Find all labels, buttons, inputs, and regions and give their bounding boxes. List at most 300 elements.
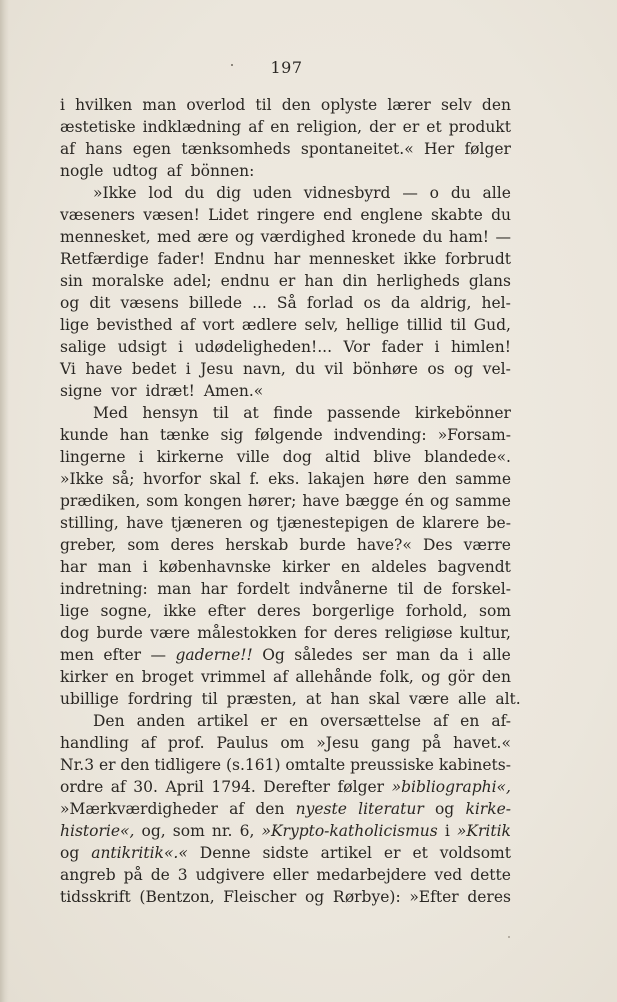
word: (s.161) — [225, 756, 281, 774]
word: du — [491, 206, 511, 224]
text-line — [60, 270, 511, 292]
word: »Ikke — [60, 470, 104, 488]
word: prof. — [167, 734, 205, 752]
word: Gud, — [473, 316, 511, 334]
word: af — [110, 778, 126, 796]
word: f. — [249, 470, 260, 488]
word: oversættelse — [320, 712, 422, 730]
word: efter — [207, 602, 246, 620]
text-line — [60, 798, 511, 820]
word: have — [126, 514, 164, 532]
word: de — [395, 514, 415, 532]
word: i — [185, 360, 191, 378]
text-line — [60, 248, 511, 270]
word: Og — [262, 646, 285, 664]
word: en — [270, 118, 290, 136]
word: idræt! — [145, 382, 195, 400]
word: fordelt — [236, 580, 290, 598]
word: i — [138, 448, 144, 466]
word: anden — [136, 712, 185, 730]
word: han — [330, 690, 360, 708]
word: og — [429, 492, 450, 510]
word: o — [429, 184, 439, 202]
word: Den — [93, 712, 125, 730]
word: til — [255, 96, 272, 114]
word: artikel — [196, 712, 249, 730]
word: tidsskrift — [60, 888, 131, 906]
text-line — [60, 204, 511, 226]
word: lakajen — [308, 470, 365, 488]
word: at — [243, 404, 259, 422]
word: voldsomt — [439, 844, 511, 862]
word: blandede«. — [424, 448, 511, 466]
word: deres — [257, 602, 301, 620]
word: du — [450, 184, 471, 202]
word: en — [341, 558, 361, 576]
word: — — [150, 646, 166, 664]
word: englene — [360, 206, 423, 224]
word: Jesu — [200, 360, 234, 378]
word: og — [234, 228, 255, 246]
word: kirkerne — [156, 448, 224, 466]
word: preussiske — [350, 756, 434, 774]
word: Amen.« — [203, 382, 264, 400]
word: endnu — [220, 272, 270, 290]
word: navn, — [242, 360, 286, 378]
word: vil — [324, 360, 344, 378]
word: de — [423, 580, 443, 598]
word: er — [383, 844, 401, 862]
word: alle — [482, 184, 511, 202]
word: »Mærkværdigheder — [60, 800, 218, 818]
word: og — [60, 294, 80, 312]
word: burde — [96, 624, 143, 642]
word: Nr.3 — [60, 756, 95, 774]
word: et — [412, 844, 428, 862]
word: egen — [132, 140, 172, 158]
word: have — [85, 360, 123, 378]
word: Paulus — [216, 734, 269, 752]
word: følger — [464, 140, 511, 158]
word: forbrudt — [445, 250, 511, 268]
word: herskab — [225, 536, 289, 554]
word: sidste — [262, 844, 309, 862]
word: historie«, — [60, 822, 135, 840]
text-line — [60, 644, 511, 666]
word: havet.« — [453, 734, 511, 752]
word: forhold, — [405, 602, 468, 620]
word: mennesket — [309, 250, 395, 268]
word: hensyn — [142, 404, 199, 422]
word: Med — [93, 404, 128, 422]
word: gaderne!! — [175, 646, 253, 664]
word: dog — [60, 624, 90, 642]
word: vidnesbyrd — [303, 184, 391, 202]
text-line — [60, 336, 511, 358]
word: har — [60, 558, 87, 576]
word: selv, — [304, 316, 339, 334]
word: af — [166, 162, 182, 180]
word: i — [178, 338, 184, 356]
word: tjæneren — [170, 514, 243, 532]
word: nr. — [211, 822, 233, 840]
word: af — [229, 800, 245, 818]
word: væsen! — [143, 206, 200, 224]
word: Så — [276, 294, 297, 312]
word: selv — [440, 96, 472, 114]
word: nogle — [60, 162, 104, 180]
word: af — [433, 712, 449, 730]
word: ved — [434, 866, 463, 884]
word: udsigt — [117, 338, 167, 356]
word: af — [140, 734, 156, 752]
word: ære — [197, 228, 229, 246]
word: Denne — [199, 844, 251, 862]
word: som — [172, 822, 205, 840]
word: kultur, — [459, 624, 511, 642]
word: lige — [60, 602, 90, 620]
text-line — [60, 380, 511, 402]
word: der — [369, 118, 396, 136]
word: salige — [60, 338, 107, 356]
word: målestokken — [197, 624, 297, 642]
word: indretning: — [60, 580, 148, 598]
word: 30. — [133, 778, 158, 796]
word: ikke — [403, 250, 437, 268]
word: hellige — [345, 316, 400, 334]
text-line — [60, 182, 511, 204]
text-line — [60, 732, 511, 754]
word: Derefter — [263, 778, 331, 796]
word: Rørbye): — [332, 888, 401, 906]
word: én — [404, 492, 425, 510]
word: tænksomheds — [181, 140, 291, 158]
word: Vor — [343, 338, 371, 356]
word: alt. — [495, 690, 521, 708]
word: nyeste — [295, 800, 347, 818]
word: en — [460, 712, 480, 730]
word: men — [60, 646, 94, 664]
word: har — [273, 250, 301, 268]
word: de — [150, 866, 170, 884]
stray-dot — [231, 64, 233, 66]
text-line — [60, 710, 511, 732]
word: — — [495, 228, 511, 246]
word: have?« — [356, 536, 412, 554]
word: overlod — [186, 96, 246, 114]
text-line — [60, 578, 511, 600]
word: deres — [467, 888, 511, 906]
word: Lidet — [208, 206, 249, 224]
word: forlad — [306, 294, 354, 312]
word: folk, — [379, 668, 414, 686]
word: værdighed — [260, 228, 346, 246]
word: da — [390, 294, 411, 312]
word: antikritik«.« — [91, 844, 188, 862]
word: til — [212, 404, 229, 422]
text-line — [60, 292, 511, 314]
word: literatur — [358, 800, 424, 818]
word: bedet — [131, 360, 177, 378]
word: alle — [482, 646, 511, 664]
word: billede — [188, 294, 243, 312]
word: kronede — [351, 228, 417, 246]
word: og — [304, 888, 325, 906]
word: prædiken, — [60, 492, 141, 510]
word: efter — [103, 646, 142, 664]
word: tillid — [406, 316, 443, 334]
word: dit — [89, 294, 111, 312]
text-line — [60, 886, 511, 908]
word: lærer — [387, 96, 431, 114]
word: religion, — [296, 118, 363, 136]
word: man — [142, 96, 177, 114]
word: aldrig, — [420, 294, 472, 312]
word: tidligere — [154, 756, 222, 774]
word: lige — [60, 316, 90, 334]
text-line — [60, 666, 511, 688]
word: høre — [373, 470, 410, 488]
word: udødeligheden!... — [194, 338, 333, 356]
word: og, — [141, 822, 166, 840]
word: Her — [424, 140, 455, 158]
word: vor — [111, 382, 137, 400]
word: artikel — [320, 844, 372, 862]
word: er — [260, 712, 277, 730]
word: indvending: — [333, 426, 427, 444]
word: indvånerne — [299, 580, 388, 598]
word: herligheds — [376, 272, 460, 290]
word: være — [409, 690, 450, 708]
word: medarbejdere — [316, 866, 427, 884]
text-line — [60, 688, 521, 710]
text-line — [60, 534, 511, 556]
word: April — [165, 778, 204, 796]
word: fordring — [127, 690, 193, 708]
text-line — [60, 468, 511, 490]
word: burde — [299, 536, 346, 554]
word: københavnske — [158, 558, 272, 576]
word: ikke — [163, 602, 197, 620]
word: glans — [468, 272, 511, 290]
word: og — [60, 844, 80, 862]
word: du — [422, 228, 443, 246]
word: os — [427, 360, 445, 378]
word: på — [123, 866, 143, 884]
word: kirker — [60, 668, 108, 686]
word: altid — [324, 448, 361, 466]
word: omtalte — [285, 756, 346, 774]
word: eller — [272, 866, 309, 884]
word: den — [417, 470, 447, 488]
word: en — [288, 712, 309, 730]
word: finde — [273, 404, 313, 422]
word: i — [142, 558, 148, 576]
word: til — [201, 690, 218, 708]
word: hans — [85, 140, 123, 158]
word: be- — [486, 514, 511, 532]
word: gör — [447, 668, 475, 686]
word: kabinets- — [438, 756, 511, 774]
text-line — [60, 490, 511, 512]
word: »Jesu — [316, 734, 360, 752]
word: skal — [209, 470, 241, 488]
text-line — [60, 622, 511, 644]
word: bönnen: — [190, 162, 255, 180]
word: og — [434, 800, 455, 818]
word: deres — [333, 624, 378, 642]
word: den — [481, 668, 511, 686]
word: således — [294, 646, 353, 664]
word: handling — [60, 734, 129, 752]
word: er — [278, 272, 296, 290]
word: kirkebönner — [414, 404, 511, 422]
word: skabte — [430, 206, 483, 224]
word: allehånde — [295, 668, 373, 686]
page-spine-shadow — [0, 0, 9, 1002]
text-line — [60, 446, 511, 468]
word: den — [481, 96, 511, 114]
word: ville — [236, 448, 270, 466]
word: og — [249, 514, 269, 532]
word: man — [157, 580, 192, 598]
word: af — [248, 118, 264, 136]
word: med — [157, 228, 191, 246]
word: du — [295, 360, 316, 378]
word: »Krypto-katholicismus — [261, 822, 438, 840]
word: om — [280, 734, 305, 752]
word: du — [184, 184, 205, 202]
word: ordre — [60, 778, 104, 796]
word: os — [363, 294, 381, 312]
word: hvorfor — [142, 470, 201, 488]
word: hel- — [481, 294, 511, 312]
word: væsens — [120, 294, 179, 312]
text-line — [60, 138, 511, 160]
word: og — [454, 360, 474, 378]
word: da — [439, 646, 459, 664]
word: for — [304, 624, 327, 642]
word: som — [146, 492, 179, 510]
word: han — [119, 426, 149, 444]
word: produkt — [448, 118, 511, 136]
word: (Bentzon, — [139, 888, 215, 906]
word: udtog — [112, 162, 158, 180]
word: fader! — [157, 250, 206, 268]
word: »Forsam- — [437, 426, 511, 444]
text-line — [60, 600, 511, 622]
word: ham! — [448, 228, 490, 246]
word: præsten, — [226, 690, 297, 708]
word: »Efter — [409, 888, 459, 906]
text-line — [60, 754, 511, 776]
word: kongen — [184, 492, 242, 510]
word: han — [304, 272, 334, 290]
word: af — [273, 668, 289, 686]
word: dog — [282, 448, 312, 466]
word: sogne, — [100, 602, 152, 620]
word: den — [255, 800, 285, 818]
word: 6, — [239, 822, 255, 840]
word: skal — [368, 690, 401, 708]
word: oplyste — [320, 96, 378, 114]
word: moralske — [91, 272, 165, 290]
word: af- — [491, 712, 511, 730]
word: ringere — [256, 206, 315, 224]
word: mennesket, — [60, 228, 151, 246]
stray-mark — [508, 936, 510, 938]
word: deres — [170, 536, 215, 554]
word: i — [434, 338, 440, 356]
word: til — [450, 316, 467, 334]
word: Fleischer — [223, 888, 297, 906]
word: »bibliographi«, — [391, 778, 511, 796]
word: sig — [220, 426, 244, 444]
word: bagvendt — [437, 558, 511, 576]
word: dette — [470, 866, 511, 884]
word: æstetiske — [60, 118, 136, 136]
word: religiøse — [384, 624, 453, 642]
word: — — [402, 184, 418, 202]
word: så; — [112, 470, 135, 488]
word: stilling, — [60, 514, 119, 532]
word: kirker — [282, 558, 330, 576]
word: tænke — [159, 426, 210, 444]
word: som — [479, 602, 511, 620]
word: spontaneitet.« — [300, 140, 414, 158]
word: dig — [216, 184, 241, 202]
word: hører; — [247, 492, 297, 510]
word: »Ikke — [93, 184, 137, 202]
word: hvilken — [75, 96, 133, 114]
word: greber, — [60, 536, 117, 554]
text-line — [60, 842, 511, 864]
text-line — [60, 776, 511, 798]
word: bægge — [345, 492, 399, 510]
text-line — [60, 314, 511, 336]
word: man — [97, 558, 132, 576]
word: er — [98, 756, 116, 774]
word: Vi — [60, 360, 76, 378]
word: bönhøre — [352, 360, 418, 378]
text-line — [60, 402, 511, 424]
word: en — [115, 668, 135, 686]
word: have — [302, 492, 340, 510]
word: er — [402, 118, 420, 136]
word: kunde — [60, 426, 109, 444]
word: vrimmel — [201, 668, 266, 686]
word: ser — [362, 646, 387, 664]
text-line — [60, 512, 511, 534]
word: af — [60, 140, 75, 158]
word: angreb — [60, 866, 116, 884]
word: værre — [463, 536, 511, 554]
word: den — [281, 96, 311, 114]
word: i — [60, 96, 65, 114]
word: sin — [60, 272, 83, 290]
word: gang — [371, 734, 411, 752]
word: 1794. — [211, 778, 256, 796]
word: broget — [141, 668, 194, 686]
word: din — [342, 272, 368, 290]
word: indklædning — [142, 118, 242, 136]
text-line — [60, 226, 511, 248]
word: et — [426, 118, 442, 136]
word: forskel- — [451, 580, 511, 598]
word: til — [397, 580, 414, 598]
body-text — [60, 94, 521, 908]
text-line — [60, 864, 511, 886]
